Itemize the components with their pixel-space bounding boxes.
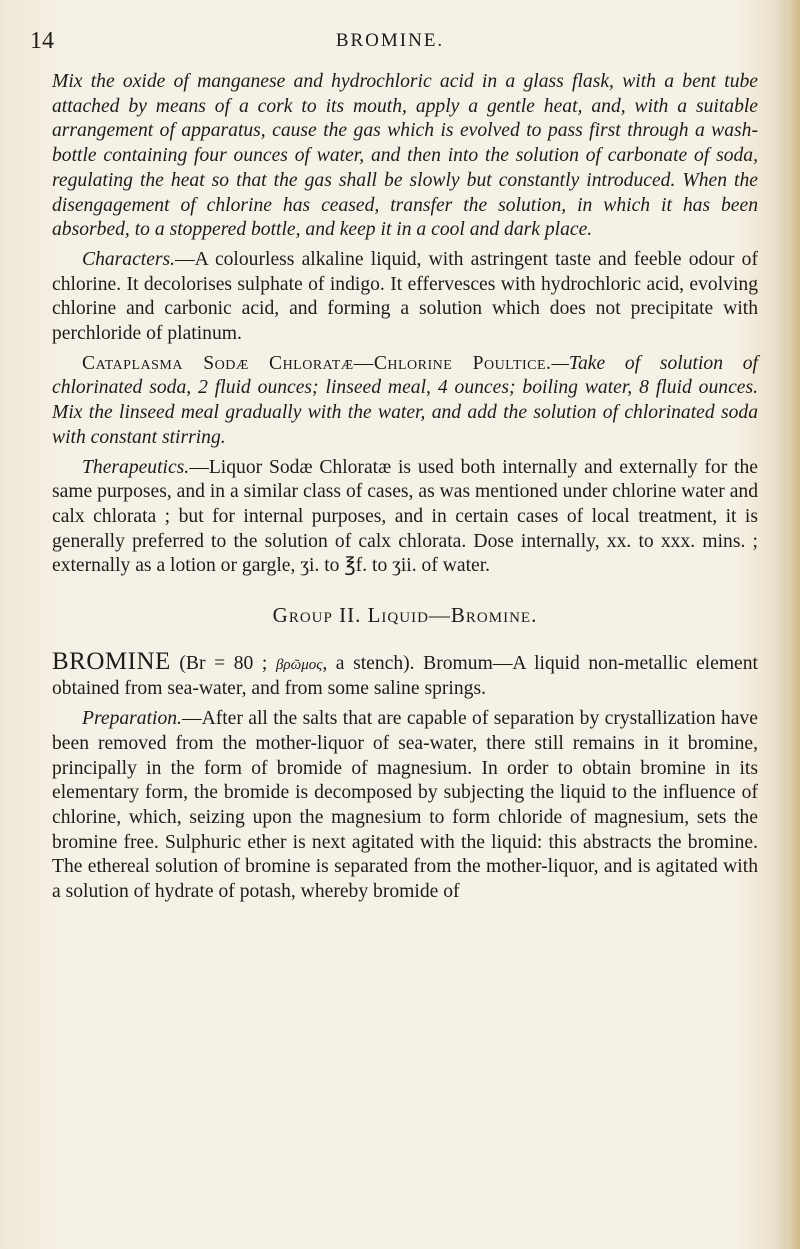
bromine-text: , a stench). Bromum—A liquid non-metallic element obtained from sea-water, and from some saline springs. [52, 652, 758, 700]
bromine-title: BROMINE [52, 647, 171, 675]
bromine-formula: (Br = 80 ; [170, 652, 276, 674]
bromine-greek-word: βρῶμος [275, 656, 323, 673]
cataplasma-title: Cataplasma Sodæ Chloratæ—Chlorine Poultice. [82, 352, 552, 374]
characters-text: —A colourless alkaline liquid, with astringent taste and feeble odour of chlorine. It decolorises sulphate of indigo. It effervesces with hydrochloric acid, evolving chlorine and carbonic acid, and forming a solution which does not precipitate with perchloride of platinum. [52, 248, 758, 345]
page-number: 14 [30, 28, 54, 54]
group-heading: Group II. Liquid—Bromine. [272, 603, 538, 628]
preparation-paragraph [52, 707, 758, 905]
therapeutics-label: Therapeutics. [82, 456, 190, 478]
preparation-text: —After all the salts that are capable of separation by crystallization have been removed from the mother-liquor of sea-water, there still remains in it bromine, principally in the form of bromide of magnesium. In order to obtain bromine in its elementary form, the bromide is decomposed by subjecting the liquid to the influence of chlorine, which, seizing upon the magnesium to form chloride of magnesium, sets the bromine free. Sulphuric ether is next agitated with the liquid: this abstracts the bromine. The ethereal solution of bromine is separated from the mother-liquor, and is agitated with a solution of hydrate of potash, whereby bromide of [52, 708, 758, 903]
cataplasma-text: —Take of solution of chlorinated soda, 2 fluid ounces; linseed meal, 4 ounces; boiling water, 8 fluid ounces. Mix the linseed meal gradually with the water, and add the solution of chlorinated soda with constant stirring. [52, 352, 758, 448]
preparation-label: Preparation. [82, 708, 182, 730]
bromine-paragraph [52, 647, 758, 702]
mix-instructions-paragraph: Mix the oxide of manganese and hydrochloric acid in a glass flask, with a bent tube attached by means of a cork to its mouth, apply a gentle heat, and, with a suitable arrangement of apparatus, cause the gas which is evolved to pass first through a wash-bottle containing four ounces of water, and then into the solution of carbonate of soda, regulating the heat so that the gas shall be slowly but constantly introduced. When the disengagement of chlorine has ceased, transfer the solution, in which it has been absorbed, to a stoppered bottle, and keep it in a cool and dark place. [52, 71, 758, 241]
page-edge [786, 0, 800, 1249]
page-header [30, 28, 750, 56]
therapeutics-text: —Liquor Sodæ Chloratæ is used both internally and externally for the same purposes, and in a similar class of cases, as was mentioned under chlorine water and calx chlorata ; but for internal purposes, and in certain cases of local treatment, it is generally preferred to the solution of calx chlorata. Dose internally, xx. to xxx. mins. ; externally as a lotion or gargle, ʒi. to ℥f. to ʒii. of water. [52, 456, 758, 577]
running-head: BROMINE. [335, 30, 445, 51]
therapeutics-paragraph [52, 456, 758, 580]
characters-paragraph [52, 248, 758, 347]
characters-label: Characters. [82, 248, 176, 270]
cataplasma-paragraph [52, 352, 758, 451]
body-text [52, 70, 758, 905]
